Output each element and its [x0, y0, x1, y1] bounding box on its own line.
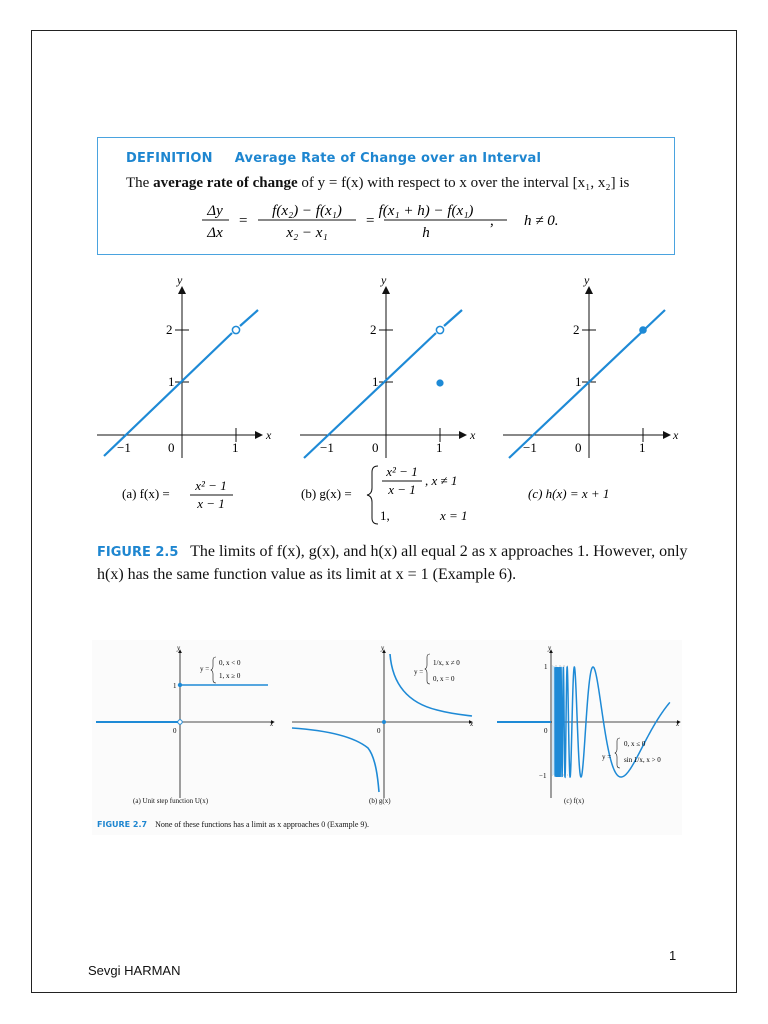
- panel-b-case2-value: 1,: [380, 508, 390, 523]
- graph-a: [97, 273, 272, 458]
- formula-mid-numerator: f(x₂) − f(x₁): [272, 203, 342, 219]
- figure-2-7-label: FIGURE 2.7: [97, 820, 148, 829]
- page-number: 1: [669, 948, 677, 963]
- tick-neg1-a: −1: [117, 440, 131, 455]
- tick-x1-c: 1: [639, 440, 646, 455]
- tick-0-27b: 0: [377, 727, 381, 735]
- tick-x1-b: 1: [436, 440, 443, 455]
- figure-2-7-text: None of these functions has a limit as x approaches 0 (Example 9).: [155, 820, 370, 829]
- tick-0-27c: 0: [544, 727, 548, 735]
- x-axis-label-27a: x: [270, 720, 274, 728]
- figure-2-5-label: FIGURE 2.5: [97, 545, 179, 560]
- tick-1-c: 1: [575, 374, 582, 389]
- y-axis-label-27a: y: [177, 644, 181, 652]
- figure-2-7-graphs: [92, 640, 682, 820]
- y-axis-label-a: y: [177, 273, 183, 287]
- formula-mid-denominator: x₂ − x₁: [286, 225, 328, 241]
- def-yeq-27b: y =: [414, 668, 424, 676]
- y-axis-label-c: y: [584, 273, 590, 287]
- def-line1-27c: 0, x ≤ 0: [624, 740, 646, 748]
- average-rate-formula: [98, 138, 676, 256]
- definition-sentence-post: of y = f(x) with respect to x over the interval [x₁, x₂] is: [297, 175, 630, 191]
- author-name: Sevgi HARMAN: [88, 963, 181, 978]
- x-axis-label-b: x: [470, 428, 476, 442]
- tick-0-c: 0: [575, 440, 582, 455]
- y-axis-label-b: y: [381, 273, 387, 287]
- graph-b: [300, 273, 476, 458]
- x-axis-label-c: x: [673, 428, 679, 442]
- definition-term: average rate of change: [153, 175, 298, 191]
- figure-2-5-caption: [97, 541, 697, 586]
- tick-2-c: 2: [573, 322, 580, 337]
- definition-box: [97, 137, 675, 255]
- definition-sentence-pre: The: [126, 175, 154, 191]
- y-axis-label-27b: y: [381, 644, 385, 652]
- tick-1-a: 1: [168, 374, 175, 389]
- panel-b-case2-condition: x = 1: [440, 508, 468, 523]
- fig27a-caption: (a) Unit step function U(x): [133, 797, 209, 805]
- graph-2-7-c: [497, 644, 680, 798]
- definition-title: Average Rate of Change over an Interval: [234, 151, 542, 166]
- x-axis-label-27c: x: [676, 720, 680, 728]
- tick-1-27a: 1: [173, 682, 177, 690]
- tick-neg1-27c: −1: [539, 772, 547, 780]
- tick-x1-a: 1: [232, 440, 239, 455]
- open-point-a: [232, 326, 239, 333]
- figure-2-5-graphs: [0, 270, 768, 540]
- tick-0-b: 0: [372, 440, 379, 455]
- filled-point-b: [436, 379, 443, 386]
- def-line1-27a: 0, x < 0: [219, 659, 241, 667]
- panel-b-case1-denominator: x − 1: [388, 482, 416, 497]
- figure-2-7-caption: [97, 820, 369, 829]
- def-line2-27c: sin 1/x, x > 0: [624, 756, 661, 764]
- panel-b-label: (b) g(x) =: [301, 486, 352, 501]
- open-point-b: [436, 326, 443, 333]
- formula-comma: ,: [490, 213, 494, 229]
- panel-b-case1-condition: , x ≠ 1: [425, 473, 458, 488]
- formula-eq-2: =: [366, 213, 375, 229]
- panel-c-label: (c) h(x) = x + 1: [528, 486, 610, 501]
- formula-delta-y: Δy: [207, 203, 223, 219]
- definition-keyword: DEFINITION: [126, 151, 213, 166]
- def-yeq-27c: y =: [602, 753, 612, 761]
- tick-2-a: 2: [166, 322, 173, 337]
- fig27b-caption: (b) g(x): [369, 797, 391, 805]
- panel-a-label: (a) f(x) =: [122, 486, 170, 501]
- tick-0-a: 0: [168, 440, 175, 455]
- formula-delta-x: Δx: [207, 225, 223, 241]
- graph-2-7-b: [292, 644, 474, 798]
- def-yeq-27a: y =: [200, 665, 210, 673]
- formula-condition: h ≠ 0.: [524, 213, 559, 229]
- def-line2-27a: 1, x ≥ 0: [219, 672, 241, 680]
- tick-1-b: 1: [372, 374, 379, 389]
- tick-neg1-b: −1: [320, 440, 334, 455]
- tick-0-27a: 0: [173, 727, 177, 735]
- y-axis-label-27c: y: [548, 644, 552, 652]
- tick-1-27c: 1: [544, 663, 548, 671]
- formula-rhs-denominator: h: [422, 225, 430, 241]
- formula-rhs-numerator: f(x₁ + h) − f(x₁): [378, 203, 474, 219]
- panel-a-numerator: x² − 1: [195, 478, 227, 493]
- x-axis-label-a: x: [266, 428, 272, 442]
- figure-2-5-text: The limits of f(x), g(x), and h(x) all equal 2 as x approaches 1. However, only h(x) has the same function value as its limit at x = 1 (Example 6).: [97, 543, 688, 583]
- filled-point-c: [639, 326, 647, 334]
- formula-eq-1: =: [239, 213, 248, 229]
- x-axis-label-27b: x: [470, 720, 474, 728]
- graph-2-7-a: [96, 644, 274, 798]
- fig27c-caption: (c) f(x): [564, 797, 585, 805]
- tick-2-b: 2: [370, 322, 377, 337]
- graph-c: [503, 273, 679, 458]
- def-line2-27b: 0, x = 0: [433, 675, 455, 683]
- panel-b-case1-numerator: x² − 1: [386, 464, 418, 479]
- tick-neg1-c: −1: [523, 440, 537, 455]
- panel-a-denominator: x − 1: [197, 496, 225, 511]
- def-line1-27b: 1/x, x ≠ 0: [433, 659, 460, 667]
